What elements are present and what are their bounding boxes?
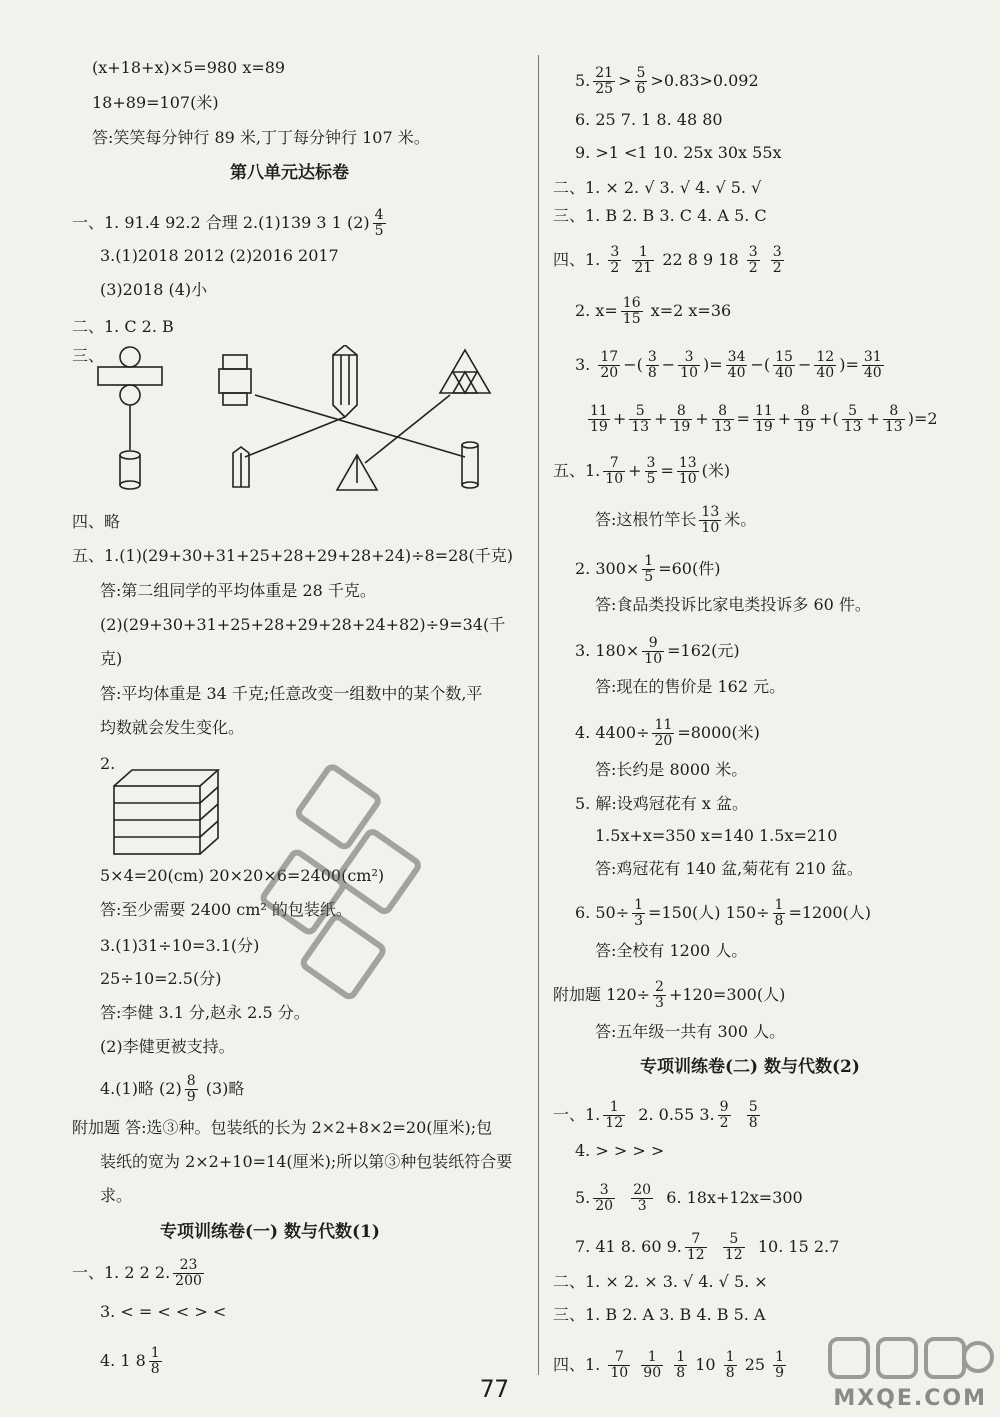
answer-line: 四、略 [72,512,121,531]
answer-line: $\frac{11}{19}$ + $\frac{5}{13}$ + $\frac{8}{19}$ + $\frac{8}{13}$ = $\frac{11}{19}$ + $\frac{8}{19}$ +( $\frac{5}{13}$ + $\frac{8}{13}$ )=2 [590,403,938,435]
answer-line: (3)2018 (4)小 [100,280,208,299]
answer-line: 4. 1 8 $\frac{1}{8}$ [100,1345,160,1377]
answer-line: 答:食品类投诉比家电类投诉多 60 件。 [595,595,871,614]
answer-line: 二、1. C 2. B [72,317,174,336]
net-circle-bottom [120,385,140,405]
net-rectangle [98,367,162,385]
answer-line: 三、1. B 2. A 3. B 4. B 5. A [553,1305,766,1324]
fraction: $\frac{8}{9}$ [186,1073,196,1105]
fraction: $\frac{3}{2}$ [610,244,620,276]
answer-line: 二、1. × 2. √ 3. √ 4. √ 5. √ [553,178,762,197]
answer-line: 4. 4400÷ $\frac{11}{20}$ =8000(米) [575,717,760,749]
answer-line: 6. 25 7. 1 8. 48 80 [575,110,723,129]
answer-line: (2)李健更被支持。 [100,1037,235,1056]
column-divider [538,55,539,1375]
answer-line: 18+89=107(米) [92,93,219,112]
answer-line: 答:至少需要 2400 cm² 的包装纸。 [100,900,352,919]
net-pentagon-prism [333,355,357,417]
fraction: $\frac{16}{15}$ [622,295,641,327]
section-title: 第八单元达标卷 [230,163,349,183]
answer-line: 装纸的宽为 2×2+10=14(厘米);所以第③种包装纸符合要 [100,1152,513,1171]
answer-line: 答:平均体重是 34 千克;任意改变一组数中的某个数,平 [100,684,483,703]
answer-line: 3. 180× $\frac{9}{10}$ =162(元) [575,635,740,667]
answer-line: 克) [100,649,123,668]
answer-line: 四、1. $\frac{3}{2}$ $\frac{1}{21}$ 22 8 9 18 $\frac{3}{2}$ $\frac{3}{2}$ [553,244,782,276]
answer-line: 三、1. B 2. B 3. C 4. A 5. C [553,206,767,225]
answer-line: 一、1. $\frac{1}{12}$ 2. 0.55 3. $\frac{9}{2}$ $\frac{5}{8}$ [553,1099,758,1131]
answer-line: 五、1.(1)(29+30+31+25+28+29+28+24)÷8=28(千克) [72,546,513,565]
answer-line: 附加题 答:选③种。包装纸的长为 2×2+8×2=20(厘米);包 [72,1118,493,1137]
fraction: $\frac{21}{25}$ [595,65,614,97]
stacked-boxes-diagram [112,768,222,858]
matching-diagram [95,345,515,500]
fraction: $\frac{3}{2}$ [772,244,782,276]
fraction: $\frac{23}{200}$ [175,1257,202,1289]
answer-line: 均数就会发生变化。 [100,718,245,737]
answer-line: 四、1. $\frac{7}{10}$ $\frac{1}{90}$ $\frac{1}{8}$ 10 $\frac{1}{8}$ 25 $\frac{1}{9}$ [553,1349,785,1381]
site-logo [820,1335,995,1413]
answer-line: (2)(29+30+31+25+28+29+28+24+82)÷9=34(千 [100,615,506,634]
answer-line: 3.(1)31÷10=3.1(分) [100,936,260,955]
answer-line: 二、1. × 2. × 3. √ 4. √ 5. × [553,1272,768,1291]
watermark-stamp [220,760,450,1020]
answer-line: 9. >1 <1 10. 25x 30x 55x [575,143,782,162]
logo-text: MXQE.COM [833,1386,987,1411]
answer-line: 4.(1)略 (2) $\frac{8}{9}$ (3)略 [100,1073,245,1105]
section-title: 专项训练卷(一) 数与代数(1) [160,1222,380,1242]
answer-line: 一、1. 2 2 2. $\frac{23}{200}$ [72,1257,202,1289]
answer-line: (x+18+x)×5=980 x=89 [92,58,286,77]
answer-line: 5×4=20(cm) 20×20×6=2400(cm²) [100,866,385,885]
answer-line: 答:第二组同学的平均体重是 28 千克。 [100,581,376,600]
net-circle-top [120,347,140,367]
fraction: $\frac{1}{21}$ [634,244,653,276]
answer-line: 答:全校有 1200 人。 [595,941,748,960]
answer-line: 五、1. $\frac{7}{10}$ + $\frac{3}{5}$ = $\frac{13}{10}$ (米) [553,455,731,487]
answer-line: 6. 50÷ $\frac{1}{3}$ =150(人) 150÷ $\frac{1}{8}$ =1200(人) [575,897,872,929]
answer-line: 三、 [72,346,105,365]
answer-line: 4. > > > > [575,1141,665,1160]
fraction: $\frac{1}{8}$ [150,1345,160,1377]
logo-mark-icon [820,1335,995,1385]
answer-line: 答:李健 3.1 分,赵永 2.5 分。 [100,1003,310,1022]
answer-line: 25÷10=2.5(分) [100,969,222,988]
section-title: 专项训练卷(二) 数与代数(2) [640,1057,860,1077]
answer-line: 答:长约是 8000 米。 [595,760,748,779]
answer-line: 1.5x+x=350 x=140 1.5x=210 [595,826,838,845]
answer-line: 5. $\frac{3}{20}$ $\frac{20}{3}$ 6. 18x+12x=300 [575,1182,803,1214]
cylinder-solid-2 [462,442,478,448]
answer-line: 附加题 120÷ $\frac{2}{3}$ +120=300(人) [553,979,786,1011]
fraction: $\frac{5}{6}$ [636,65,646,97]
answer-line: 3.(1)2018 2012 (2)2016 2017 [100,246,339,265]
answer-line: 2. x= $\frac{16}{15}$ x=2 x=36 [575,295,732,327]
answer-line: 3. < = < < > < [100,1302,227,1321]
net-prism [219,369,251,393]
answer-line: 求。 [100,1186,133,1205]
cylinder-solid [120,451,140,459]
answer-line: 答:鸡冠花有 140 盆,菊花有 210 盆。 [595,859,863,878]
answer-line: 答:现在的售价是 162 元。 [595,677,786,696]
fraction: $\frac{3}{2}$ [748,244,758,276]
answer-line: 5. 解:设鸡冠花有 x 盆。 [575,794,748,813]
answer-line: 2. 300× $\frac{1}{5}$ =60(件) [575,553,721,585]
answer-line: 一、1. 91.4 92.2 合理 2.(1)139 3 1 (2) $\frac{4}{5}$ [72,207,384,239]
answer-line: 2. [100,754,116,773]
page-number: 77 [480,1375,509,1403]
fraction: $\frac{4}{5}$ [374,207,384,239]
answer-line: 答:笑笑每分钟行 89 米,丁丁每分钟行 107 米。 [92,128,430,147]
answer-line: 3. $\frac{17}{20}$ −( $\frac{3}{8}$ − $\frac{3}{10}$ )= $\frac{34}{40}$ −( $\frac{15}{40}$ − $\frac{12}{40}$ )= $\frac{31}{40}$ [575,349,882,381]
answer-line: 5. $\frac{21}{25}$ > $\frac{5}{6}$ >0.83>0.092 [575,65,759,97]
answer-line: 答:这根竹竿长 $\frac{13}{10}$ 米。 [595,504,757,536]
answer-line: 7. 41 8. 60 9. $\frac{7}{12}$ $\frac{5}{12}$ 10. 15 2.7 [575,1231,840,1263]
answer-line: 答:五年级一共有 300 人。 [595,1022,786,1041]
